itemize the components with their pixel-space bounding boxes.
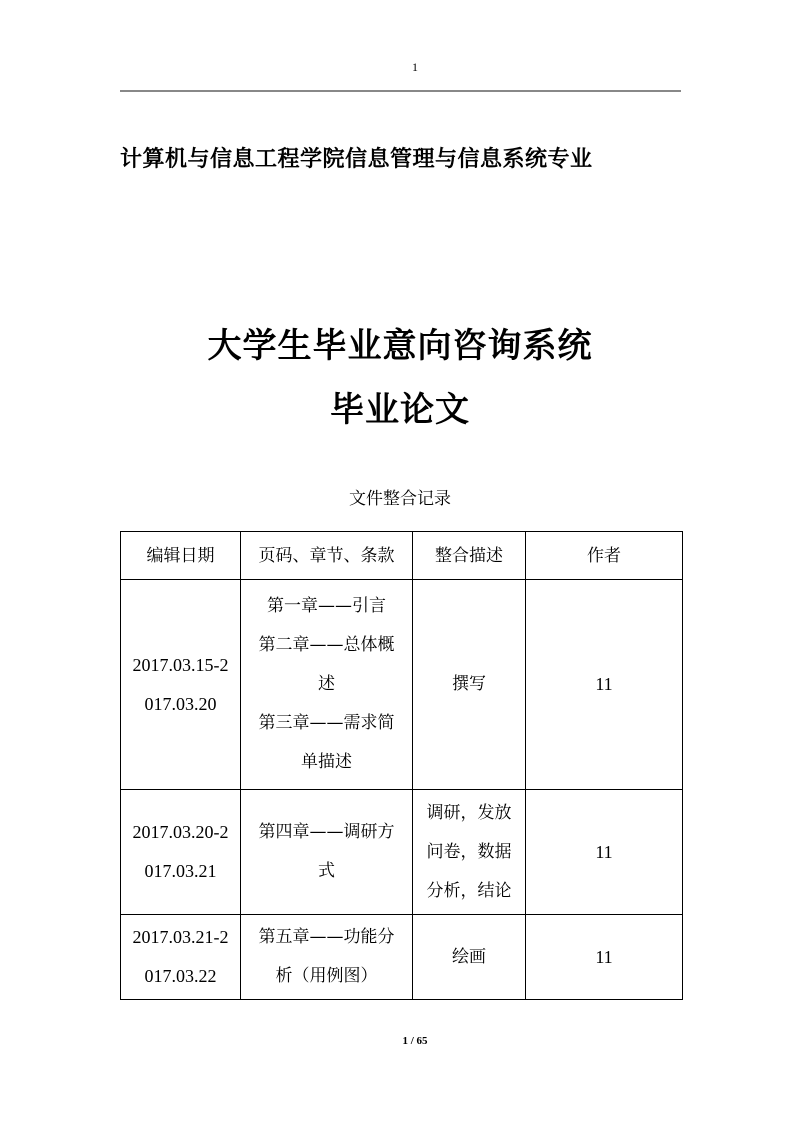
cell-section xyxy=(241,915,413,1000)
section-line: 式 xyxy=(318,861,335,881)
cell-author: 11 xyxy=(526,580,683,790)
cell-date xyxy=(121,915,241,1000)
description-line: 绘画 xyxy=(452,946,486,967)
description-line: 分析，结论 xyxy=(426,880,512,901)
document-subtitle: 毕业论文 xyxy=(330,390,470,430)
date-line: 017.03.20 xyxy=(144,693,217,714)
cell-section xyxy=(241,790,413,915)
cell-description xyxy=(413,915,526,1000)
date-line: 2017.03.21-2 xyxy=(132,927,229,947)
description-line: 问卷，数据 xyxy=(426,841,512,862)
table-row xyxy=(121,915,683,1000)
cell-section xyxy=(241,580,413,790)
date-line: 017.03.22 xyxy=(144,966,217,986)
footer-page-label: 1 / 65 xyxy=(402,1035,428,1047)
section-line: 第二章——总体概 xyxy=(258,635,395,655)
header-rule xyxy=(120,90,681,92)
cell-date xyxy=(121,790,241,915)
column-header-section: 页码、章节、条款 xyxy=(241,532,413,580)
section-line: 第五章——功能分 xyxy=(258,927,395,947)
date-line: 2017.03.15-2 xyxy=(132,654,229,675)
document-title: 大学生毕业意向咨询系统 xyxy=(207,326,593,366)
table-row xyxy=(121,790,683,915)
department-heading: 计算机与信息工程学院信息管理与信息系统专业 xyxy=(120,147,593,172)
cell-date xyxy=(121,580,241,790)
section-line: 第四章——调研方 xyxy=(258,822,395,842)
cell-description xyxy=(413,580,526,790)
description-line: 撰写 xyxy=(452,674,486,694)
column-header-description: 整合描述 xyxy=(413,532,526,580)
record-table xyxy=(120,531,683,1000)
cell-author: 11 xyxy=(526,790,683,915)
column-header-author: 作者 xyxy=(526,532,683,580)
section-line: 单描述 xyxy=(301,752,352,772)
header-page-number: 1 xyxy=(412,60,418,74)
date-line: 017.03.21 xyxy=(144,861,217,881)
cell-description xyxy=(413,790,526,915)
section-line: 第一章——引言 xyxy=(267,596,386,616)
table-row xyxy=(121,580,683,790)
section-line: 述 xyxy=(318,674,335,694)
date-line: 2017.03.20-2 xyxy=(132,822,229,842)
record-table-title: 文件整合记录 xyxy=(349,489,451,509)
description-line: 调研，发放 xyxy=(426,802,512,823)
column-header-date: 编辑日期 xyxy=(121,532,241,580)
table-header-row xyxy=(121,532,683,580)
section-line: 第三章——需求简 xyxy=(258,713,395,733)
section-line: 析（用例图） xyxy=(275,966,378,986)
cell-author: 11 xyxy=(526,915,683,1000)
